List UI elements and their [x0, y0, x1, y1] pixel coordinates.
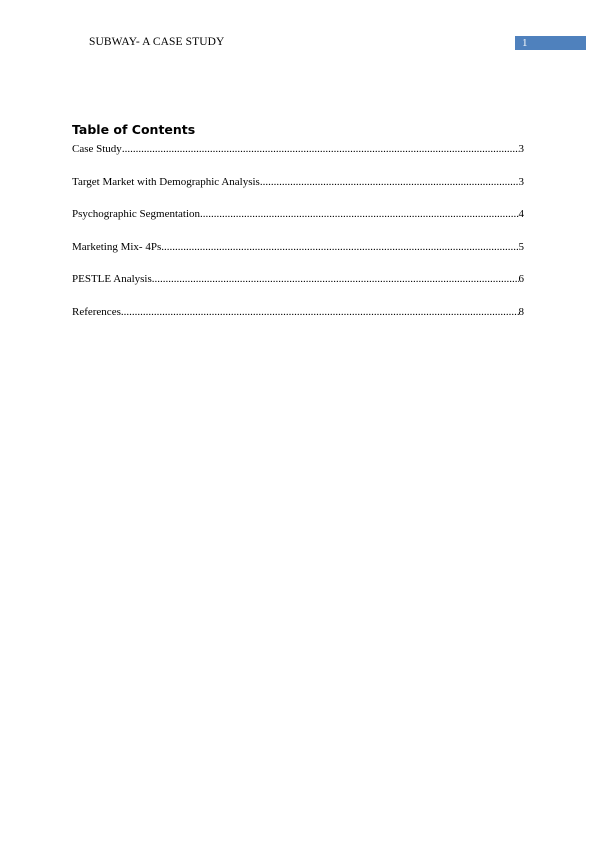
dot-leader	[161, 239, 518, 255]
toc-entry-marketing-mix[interactable]	[72, 239, 524, 255]
dot-leader	[122, 141, 519, 157]
table-of-contents	[72, 141, 524, 336]
toc-entry-title: Psychographic Segmentation	[72, 208, 201, 220]
toc-entry-page: 6	[518, 273, 524, 285]
page-number-badge	[515, 36, 586, 50]
toc-entry-page: 3	[518, 175, 524, 188]
toc-entry-page: 8	[518, 305, 524, 318]
page-number: 1	[522, 37, 528, 49]
toc-entry-title: References	[72, 305, 121, 318]
toc-entry-pestle-analysis[interactable]	[72, 271, 524, 287]
dot-leader	[121, 304, 519, 320]
toc-entry-page: 3	[518, 143, 524, 155]
toc-entry-title: Target Market with Demographic Analysis	[72, 175, 260, 188]
toc-entry-references[interactable]	[72, 304, 524, 320]
running-header-title: SUBWAY- A CASE STUDY	[89, 36, 225, 48]
toc-entry-case-study[interactable]	[72, 141, 524, 157]
toc-entry-page: 4	[518, 208, 524, 220]
toc-entry-psychographic-segmentation[interactable]	[72, 206, 524, 222]
toc-entry-target-market[interactable]	[72, 174, 524, 190]
toc-entry-page: 5	[518, 240, 524, 253]
dot-leader	[260, 174, 519, 190]
toc-entry-title: PESTLE Analysis	[72, 273, 152, 285]
toc-entry-title: Case Study	[72, 143, 122, 155]
toc-entry-title: Marketing Mix- 4Ps	[72, 240, 162, 253]
dot-leader	[152, 271, 519, 287]
toc-heading: Table of Contents	[72, 122, 196, 137]
dot-leader	[200, 206, 518, 222]
